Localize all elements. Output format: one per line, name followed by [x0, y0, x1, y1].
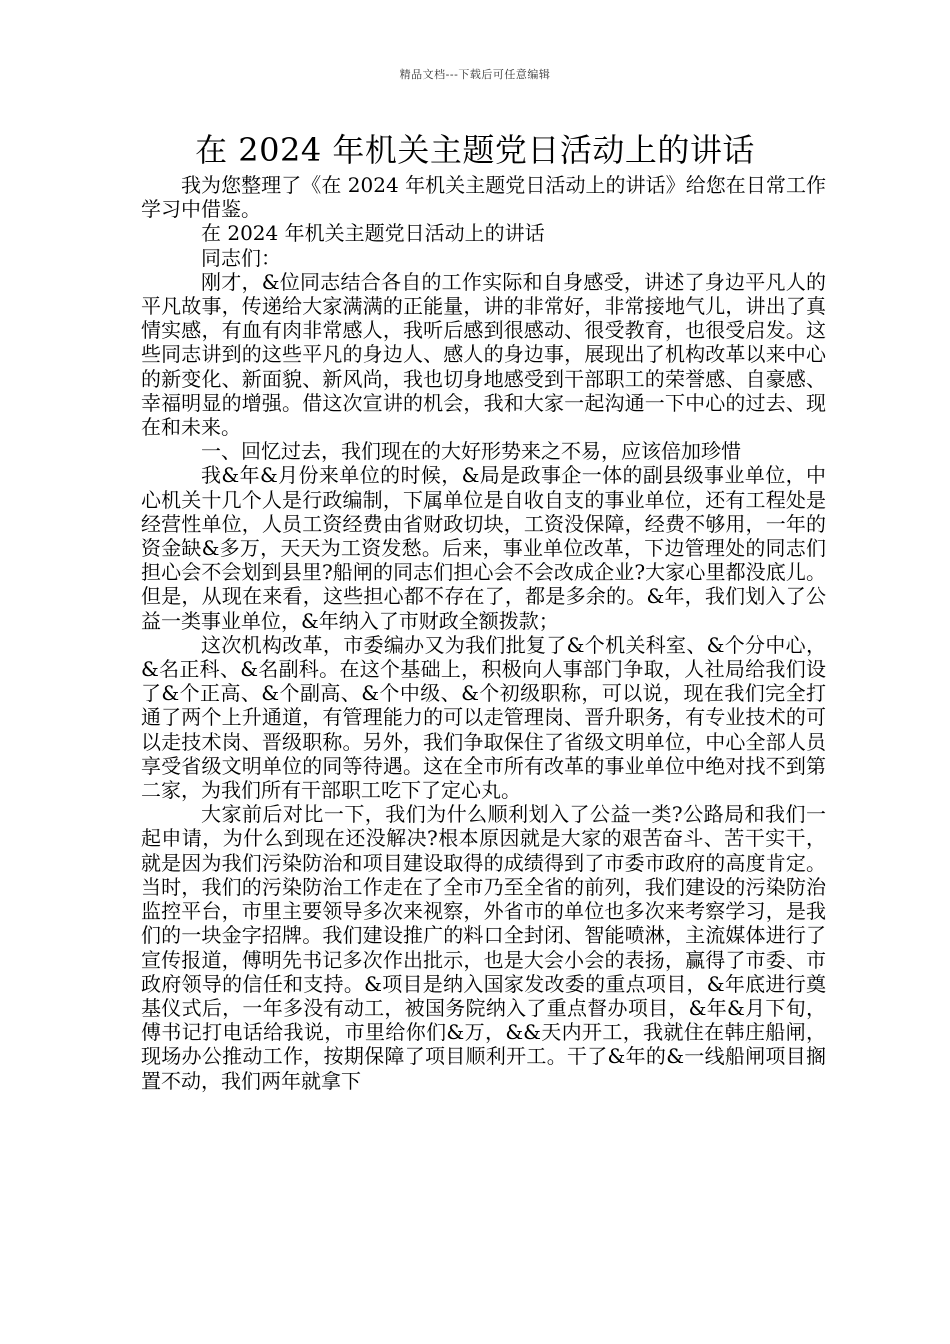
- body-paragraph: 我&年&月份来单位的时候，&局是政事企一体的副县级事业单位，中心机关十几个人是行政编制，下属单位是自收自支的事业单位，还有工程处是经营性单位，人员工资经费由省财政切块，工资没保障，经费不够用，一年的资金缺&多万，天天为工资发愁。后来，事业单位改革，下边管理处的同志们担心会不会划到县里?船闸的同志们担心会不会改成企业?大家心里都没底儿。但是，从现在来看，这些担心都不存在了，都是多余的。&年，我们划入了公益一类事业单位，&年纳入了市财政全额拨款；: [141, 463, 826, 633]
- salutation: 同志们：: [201, 245, 281, 270]
- subtitle-line: 在 2024 年机关主题党日活动上的讲话: [201, 221, 545, 246]
- body-paragraph: 大家前后对比一下，我们为什么顺利划入了公益一类?公路局和我们一起申请，为什么到现在还没解决?根本原因就是大家的艰苦奋斗、苦干实干，就是因为我们污染防治和项目建设取得的成绩得到了市委市政府的高度肯定。当时，我们的污染防治工作走在了全市乃至全省的前列，我们建设的污染防治监控平台，市里主要领导多次来视察，外省市的单位也多次来考察学习，是我们的一块金字招牌。我们建设推广的料口全封闭、智能喷淋，主流媒体进行了宣传报道，傅明先书记多次作出批示，也是大会小会的表扬，赢得了市委、市政府领导的信任和支持。&项目是纳入国家发改委的重点项目，&年底进行奠基仪式后，一年多没有动工，被国务院纳入了重点督办项目，&年&月下旬，傅书记打电话给我说，市里给你们&万，&&天内开工，我就住在韩庄船闸，现场办公推动工作，按期保障了项目顺利开工。干了&年的&一线船闸项目搁置不动，我们两年就拿下: [141, 802, 826, 1093]
- body-paragraph: 刚才，&位同志结合各自的工作实际和自身感受，讲述了身边平凡人的平凡故事，传递给大家满满的正能量，讲的非常好，非常接地气儿，讲出了真情实感，有血有肉非常感人，我听后感到很感动、很受教育，也很受启发。这些同志讲到的这些平凡的身边人、感人的身边事，展现出了机构改革以来中心的新变化、新面貌、新风尚，我也切身地感受到干部职工的荣誉感、自豪感、幸福明显的增强。借这次宣讲的机会，我和大家一起沟通一下中心的过去、现在和未来。: [141, 269, 826, 440]
- body-paragraph: 这次机构改革，市委编办又为我们批复了&个机关科室、&个分中心，&名正科、&名副科。在这个基础上，积极向人事部门争取，人社局给我们设了&个正高、&个副高、&个中级、&个初级职称，可以说，现在我们完全打通了两个上升通道，有管理能力的可以走管理岗、晋升职务，有专业技术的可以走技术岗、晋级职称。另外，我们争取保住了省级文明单位，中心全部人员享受省级文明单位的同等待遇。这在全市所有改革的事业单位中绝对找不到第二家，为我们所有干部职工吃下了定心丸。: [141, 632, 826, 803]
- intro-paragraph: 我为您整理了《在 2024 年机关主题党日活动上的讲话》给您在日常工作学习中借鉴。: [141, 173, 826, 222]
- document-title: 在 2024 年机关主题党日活动上的讲话: [195, 131, 755, 169]
- document-body: [141, 173, 826, 1093]
- header-note: 精品文档---下载后可任意编辑: [399, 68, 551, 81]
- section-heading: 一、回忆过去，我们现在的大好形势来之不易，应该倍加珍惜: [201, 439, 741, 464]
